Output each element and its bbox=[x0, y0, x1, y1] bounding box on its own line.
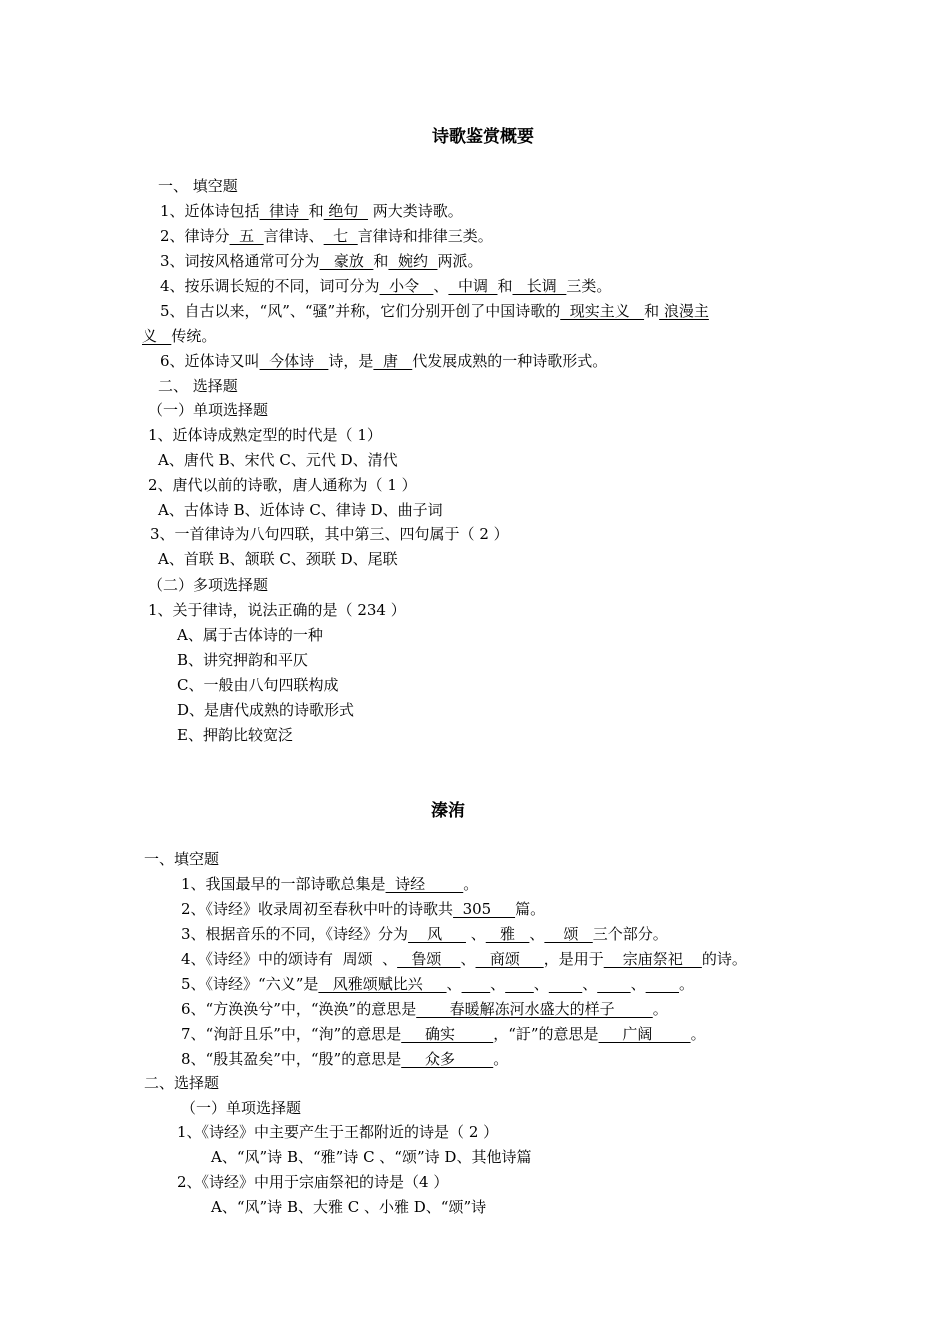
answer-blank bbox=[597, 975, 630, 993]
choice-heading: 二、 选择题 bbox=[158, 377, 238, 395]
single-options-3: A、首联 B、颔联 C、颈联 D、尾联 bbox=[158, 550, 398, 568]
question-3: 3、词按风格通常可分为 豪放 和 婉约 两派。 bbox=[160, 252, 483, 270]
single-question-1: 1、近体诗成熟定型的时代是（ 1） bbox=[148, 426, 382, 444]
single-question-3: 3、一首律诗为八句四联，其中第三、四句属于（ 2 ） bbox=[150, 525, 509, 543]
answer-blank: 浪漫主 bbox=[659, 302, 709, 320]
answer-blank: 广阔 bbox=[598, 1025, 691, 1043]
page-title: 诗歌鉴赏概要 bbox=[432, 127, 534, 147]
question-2: 2、律诗分 五 言律诗、 七 言律诗和排律三类。 bbox=[160, 227, 493, 245]
answer-blank bbox=[462, 975, 491, 993]
answer-blank: 颂 bbox=[544, 925, 593, 943]
answer-blank: 众多 bbox=[401, 1050, 494, 1068]
single-options-2: A、古体诗 B、近体诗 C、律诗 D、曲子词 bbox=[158, 501, 443, 519]
question-6: 6、近体诗又叫 今体诗 诗，是 唐 代发展成熟的一种诗歌形式。 bbox=[160, 352, 608, 370]
answer-blank: 小令 bbox=[379, 277, 434, 295]
answer-blank: 长调 bbox=[512, 277, 567, 295]
single-question-2-2: 2、《诗经》中用于宗庙祭祀的诗是（4 ） bbox=[177, 1173, 449, 1191]
answer-blank: 七 bbox=[323, 227, 358, 245]
answer-blank: 现实主义 bbox=[560, 302, 645, 320]
fill-heading-2: 一、填空题 bbox=[144, 850, 220, 868]
answer-blank: 鲁颂 bbox=[397, 950, 461, 968]
answer-blank: 律诗 bbox=[259, 202, 309, 220]
question-2-2: 2、《诗经》收录周初至春秋中叶的诗歌共 305 篇。 bbox=[181, 900, 546, 918]
question-4: 4、按乐调长短的不同，词可分为 小令 、 中调 和 长调 三类。 bbox=[160, 277, 612, 295]
single-options-2-1: A、“风”诗 B、“雅”诗 C 、“颂”诗 D、其他诗篇 bbox=[211, 1148, 532, 1166]
fill-heading: 一、 填空题 bbox=[158, 177, 238, 195]
answer-blank: 婉约 bbox=[388, 252, 438, 270]
answer-blank: 唐 bbox=[373, 352, 413, 370]
question-2-5: 5、《诗经》“六义”是 风雅颂赋比兴 、 、 、 、 、 。 bbox=[181, 975, 695, 993]
question-1: 1、近体诗包括 律诗 和 绝句 两大类诗歌。 bbox=[160, 202, 463, 220]
question-2-7: 7、“洵訏且乐”中，“洵”的意思是 确实 ，“訏”的意思是 广阔 。 bbox=[181, 1025, 706, 1043]
section-title: 溱洧 bbox=[431, 801, 465, 821]
answer-blank: 豪放 bbox=[319, 252, 374, 270]
answer-blank: 义 bbox=[142, 327, 172, 345]
question-5: 5、自古以来，“风”、“骚”并称，它们分别开创了中国诗歌的 现实主义 和 浪漫主 bbox=[160, 302, 709, 320]
question-5-continued: 义 传统。 bbox=[142, 327, 217, 345]
answer-blank bbox=[646, 975, 679, 993]
answer-blank: 风 bbox=[408, 925, 466, 943]
question-2-6: 6、“方涣涣兮”中，“涣涣”的意思是 春暖解冻河水盛大的样子 。 bbox=[181, 1000, 668, 1018]
answer-blank: 中调 bbox=[448, 277, 498, 295]
multi-option-c: C、一般由八句四联构成 bbox=[177, 676, 339, 694]
multi-option-b: B、讲究押韵和平仄 bbox=[177, 651, 309, 669]
question-2-4: 4、《诗经》中的颂诗有 周颂 、 鲁颂 、 商颂 ，是用于 宗庙祭祀 的诗。 bbox=[181, 950, 747, 968]
answer-blank: 宗庙祭祀 bbox=[603, 950, 702, 968]
multi-question-1: 1、关于律诗，说法正确的是（ 234 ） bbox=[148, 601, 406, 619]
answer-blank: 305 bbox=[453, 900, 516, 918]
answer-blank: 诗经 bbox=[385, 875, 464, 893]
single-question-2: 2、唐代以前的诗歌，唐人通称为（ 1 ） bbox=[148, 476, 417, 494]
question-2-8: 8、“殷其盈矣”中，“殷”的意思是 众多 。 bbox=[181, 1050, 509, 1068]
answer-blank: 绝句 bbox=[323, 202, 368, 220]
answer-blank: 春暖解冻河水盛大的样子 bbox=[416, 1000, 653, 1018]
question-2-1: 1、我国最早的一部诗歌总集是 诗经 。 bbox=[181, 875, 479, 893]
single-options-1: A、唐代 B、宋代 C、元代 D、清代 bbox=[158, 451, 398, 469]
answer-blank: 风雅颂赋比兴 bbox=[318, 975, 447, 993]
multi-option-d: D、是唐代成熟的诗歌形式 bbox=[177, 701, 355, 719]
question-2-3: 3、根据音乐的不同，《诗经》分为 风 、 雅 、 颂 三个部分。 bbox=[181, 925, 668, 943]
answer-blank: 商颂 bbox=[475, 950, 544, 968]
answer-blank: 五 bbox=[229, 227, 264, 245]
answer-blank bbox=[549, 975, 582, 993]
multi-option-a: A、属于古体诗的一种 bbox=[177, 626, 323, 644]
answer-blank: 雅 bbox=[485, 925, 530, 943]
single-question-2-1: 1、《诗经》中主要产生于王都附近的诗是（ 2 ） bbox=[177, 1123, 499, 1141]
answer-blank: 今体诗 bbox=[259, 352, 329, 370]
multi-choice-heading: （二）多项选择题 bbox=[148, 576, 269, 594]
answer-blank: 确实 bbox=[401, 1025, 494, 1043]
single-choice-heading-2: （一）单项选择题 bbox=[181, 1099, 302, 1117]
choice-heading-2: 二、选择题 bbox=[144, 1074, 220, 1092]
single-choice-heading: （一）单项选择题 bbox=[148, 401, 269, 419]
single-options-2-2: A、“风”诗 B、大雅 C 、小雅 D、“颂”诗 bbox=[211, 1198, 487, 1216]
answer-blank bbox=[505, 975, 534, 993]
multi-option-e: E、押韵比较宽泛 bbox=[177, 726, 293, 744]
